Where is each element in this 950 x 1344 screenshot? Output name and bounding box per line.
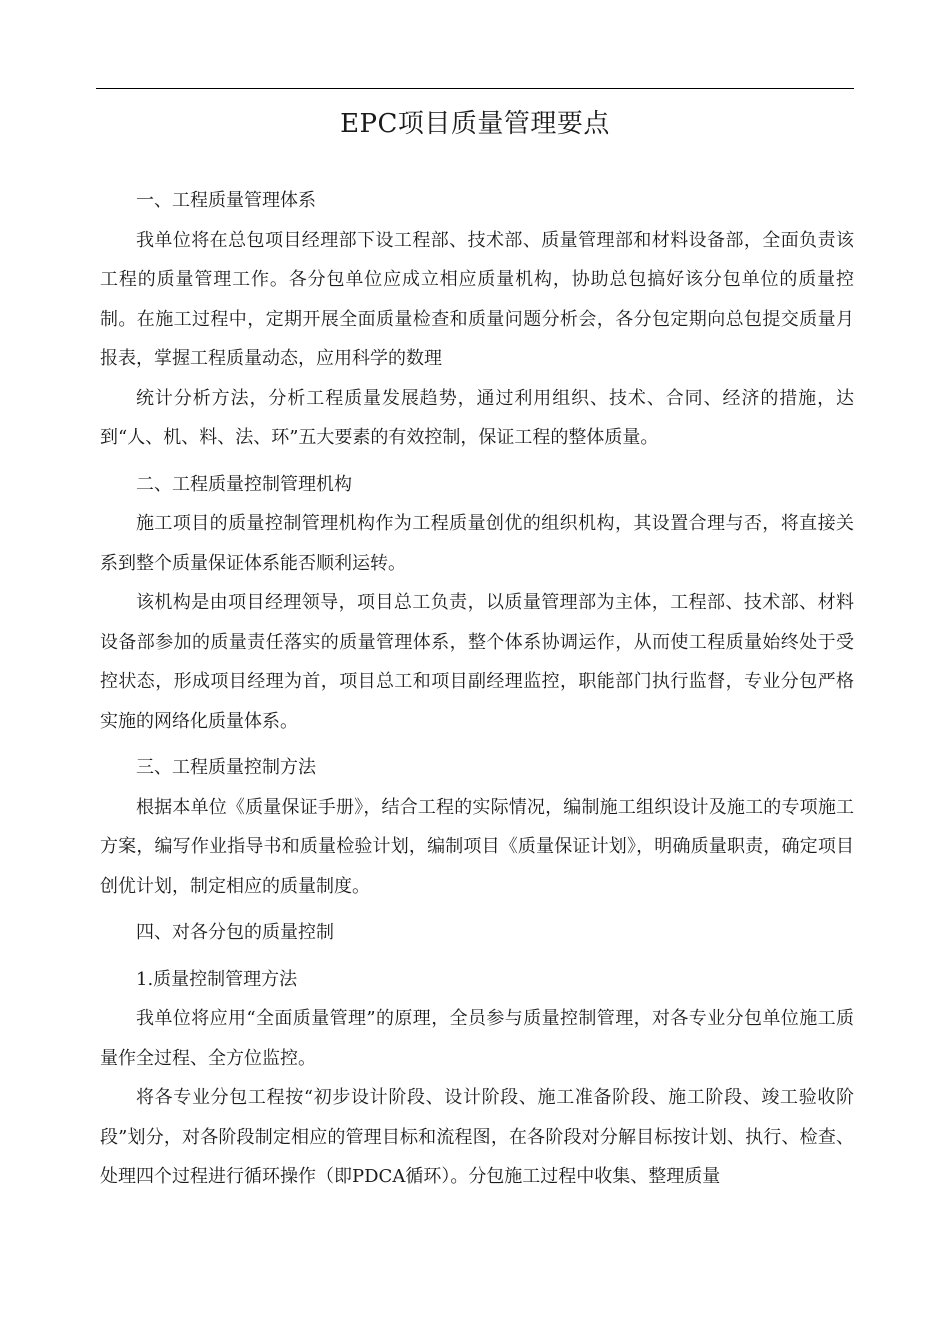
paragraph: 将各专业分包工程按“初步设计阶段、设计阶段、施工准备阶段、施工阶段、竣工验收阶段”划分，对各阶段制定相应的管理目标和流程图，在各阶段对分解目标按计划、执行、检查、处理四个过程进行循环操作（即PDCA循环）。分包施工过程中收集、整理质量 [100,1087,854,1187]
document-body [100,181,854,1197]
document-title: EPC项目质量管理要点 [340,109,610,139]
section-heading-4: 四、对各分包的质量控制 [136,922,334,943]
paragraph: 该机构是由项目经理领导，项目总工负责，以质量管理部为主体，工程部、技术部、材料设备部参加的质量责任落实的质量管理体系，整个体系协调运作，从而使工程质量始终处于受控状态，形成项目经理为首，项目总工和项目副经理监控，职能部门执行监督，专业分包严格实施的网络化质量体系。 [100,592,854,732]
paragraph: 我单位将在总包项目经理部下设工程部、技术部、质量管理部和材料设备部，全面负责该工程的质量管理工作。各分包单位应成立相应质量机构，协助总包搞好该分包单位的质量控制。在施工过程中，定期开展全面质量检查和质量问题分析会，各分包定期向总包提交质量月报表，掌握工程质量动态，应用科学的数理 [100,229,854,369]
paragraph: 我单位将应用“全面质量管理”的原理，全员参与质量控制管理，对各专业分包单位施工质量作全过程、全方位监控。 [100,1008,854,1069]
subsection-heading-1: 1.质量控制管理方法 [136,968,298,990]
header-rule [96,88,854,89]
paragraph: 统计分析方法，分析工程质量发展趋势，通过利用组织、技术、合同、经济的措施，达到“人、机、料、法、环”五大要素的有效控制，保证工程的整体质量。 [100,387,854,448]
paragraph: 施工项目的质量控制管理机构作为工程质量创优的组织机构，其设置合理与否，将直接关系到整个质量保证体系能否顺利运转。 [100,513,854,574]
section-heading-1: 一、工程质量管理体系 [136,190,316,211]
section-heading-2: 二、工程质量控制管理机构 [136,473,352,495]
section-heading-3: 三、工程质量控制方法 [136,757,316,778]
paragraph: 根据本单位《质量保证手册》，结合工程的实际情况，编制施工组织设计及施工的专项施工方案，编写作业指导书和质量检验计划，编制项目《质量保证计划》，明确质量职责，确定项目创优计划，制定相应的质量制度。 [100,796,854,897]
